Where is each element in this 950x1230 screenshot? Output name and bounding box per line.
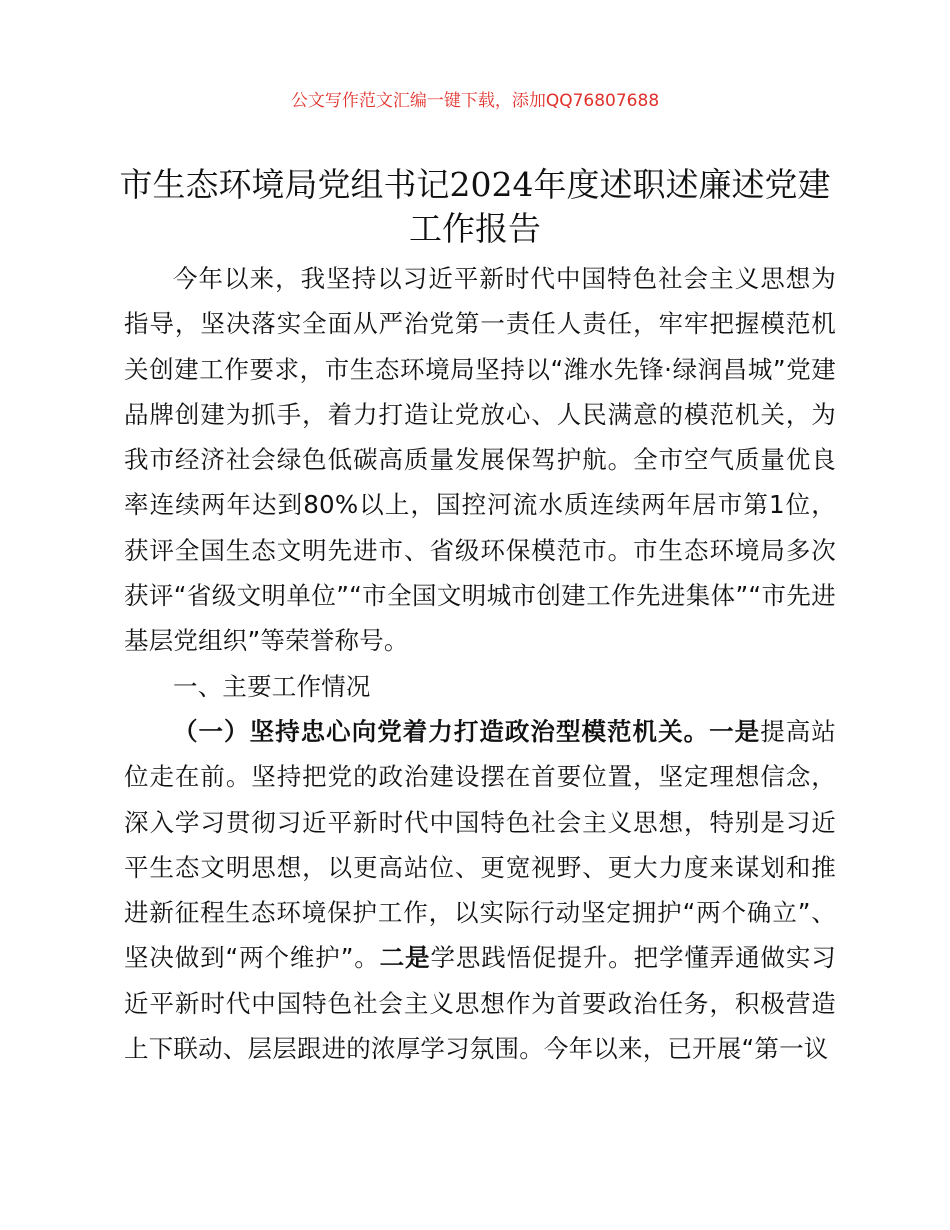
section-1-paragraph bbox=[124, 709, 836, 1071]
point-1-label: 一是 bbox=[709, 716, 761, 746]
document-body bbox=[124, 256, 836, 1071]
subsection-lead: （一）坚持忠心向党着力打造政治型模范机关。 bbox=[173, 716, 710, 746]
point-2-label: 二是 bbox=[379, 943, 431, 973]
point-2-text: 学思践悟促提升。把学懂弄通做实习近平新时代中国特色社会主义思想作为首要政治任务，积极营造上下联动、层层跟进的浓厚学习氛围。今年以来，已开展“第一议 bbox=[124, 943, 836, 1064]
section-heading-text: 一、主要工作情况 bbox=[173, 671, 371, 701]
download-watermark: 公文写作范文汇编一键下载，添加QQ76807688 bbox=[290, 91, 660, 111]
section-heading bbox=[124, 664, 836, 709]
point-1-text: 提高站位走在前。坚持把党的政治建设摆在首要位置，坚定理想信念，深入学习贯彻习近平新时代中国特色社会主义思想，特别是习近平生态文明思想，以更高站位、更宽视野、更大力度来谋划和推进新征程生态环境保护工作，以实际行动坚定拥护“两个确立”、坚决做到“两个维护”。 bbox=[124, 716, 836, 973]
document-title: 市生态环境局党组书记2024年度述职述廉述党建工作报告 bbox=[119, 165, 831, 248]
intro-paragraph: 今年以来，我坚持以习近平新时代中国特色社会主义思想为指导，坚决落实全面从严治党第一责任人责任，牢牢把握模范机关创建工作要求，市生态环境局坚持以“潍水先锋·绿润昌城”党建品牌创建为抓手，着力打造让党放心、人民满意的模范机关，为我市经济社会绿色低碳高质量发展保驾护航。全市空气质量优良率连续两年达到80%以上，国控河流水质连续两年居市第1位，获评全国生态文明先进市、省级环保模范市。市生态环境局多次获评“省级文明单位”“市全国文明城市创建工作先进集体”“市先进基层党组织”等荣誉称号。 bbox=[124, 264, 836, 656]
